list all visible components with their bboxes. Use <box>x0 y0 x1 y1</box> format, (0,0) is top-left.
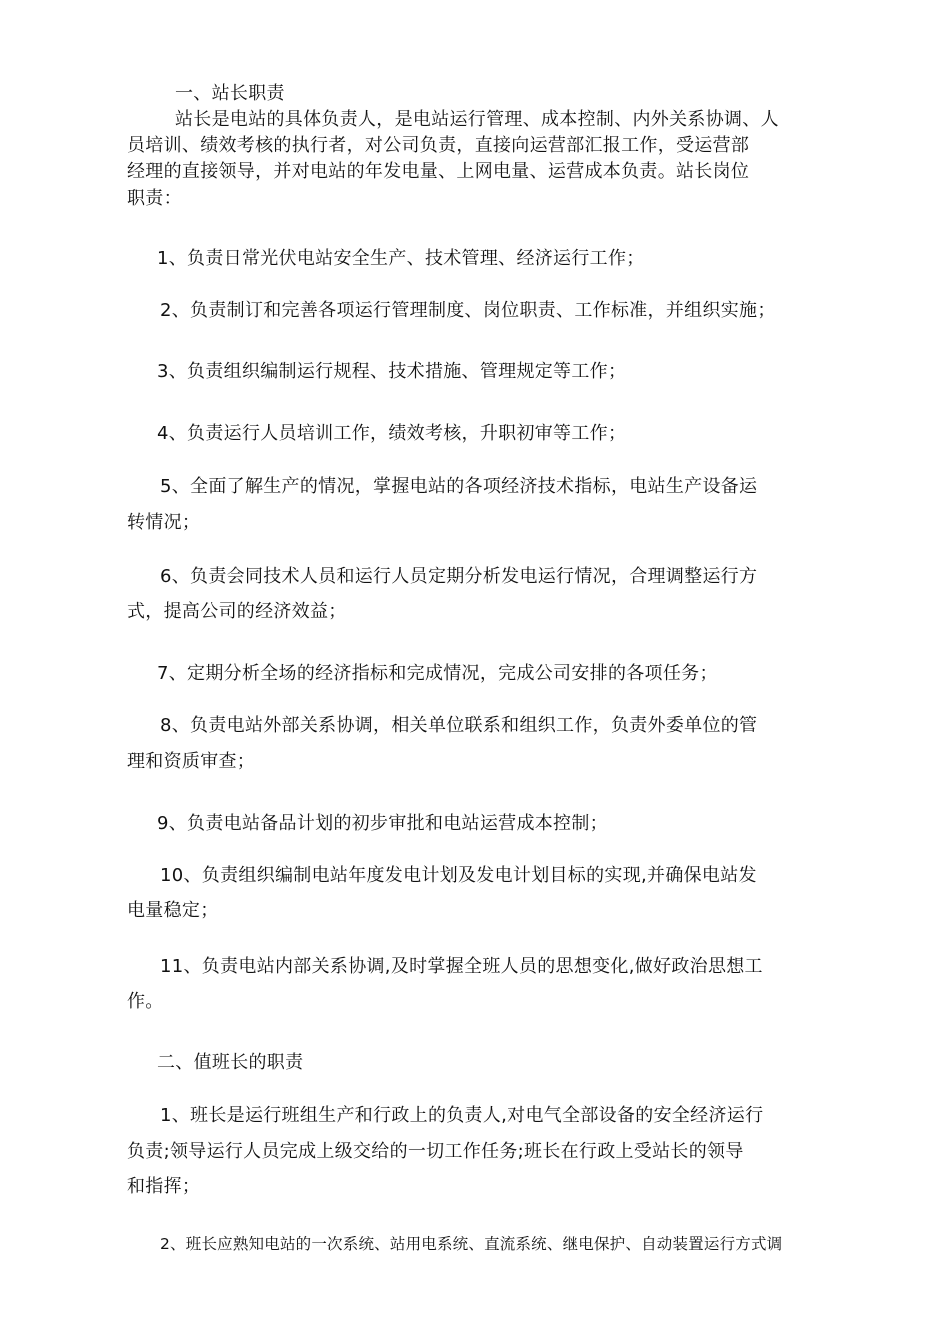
shift-duty-item-1-cont: 负责;领导运行人员完成上级交给的一切工作任务;班长在行政上受站长的领导 <box>127 1141 744 1162</box>
intro-line: 站长是电站的具体负责人，是电站运行管理、成本控制、内外关系协调、人 <box>175 109 779 130</box>
duty-item-6-cont: 式，提高公司的经济效益； <box>127 601 347 622</box>
duty-item-11: 11、负责电站内部关系协调,及时掌握全班人员的思想变化,做好政治思想工 <box>160 956 763 977</box>
duty-item-10-cont: 电量稳定； <box>127 900 219 921</box>
intro-line: 职责： <box>127 188 182 209</box>
duty-item-6: 6、负责会同技术人员和运行人员定期分析发电运行情况，合理调整运行方 <box>160 566 758 587</box>
shift-duty-item-1: 1、班长是运行班组生产和行政上的负责人,对电气全部设备的安全经济运行 <box>160 1105 764 1126</box>
duty-item-10: 10、负责组织编制电站年度发电计划及发电计划目标的实现,并确保电站发 <box>160 865 757 886</box>
intro-line: 员培训、绩效考核的执行者，对公司负责，直接向运营部汇报工作，受运营部 <box>127 135 750 156</box>
section2-heading: 二、值班长的职责 <box>157 1052 304 1073</box>
duty-item-8-cont: 理和资质审查； <box>127 751 256 772</box>
shift-duty-item-2: 2、班长应熟知电站的一次系统、站用电系统、直流系统、继电保护、自动装置运行方式调 <box>160 1235 783 1253</box>
duty-item-3: 3、负责组织编制运行规程、技术措施、管理规定等工作； <box>157 361 627 382</box>
duty-item-1: 1、负责日常光伏电站安全生产、技术管理、经济运行工作； <box>157 248 645 269</box>
intro-line: 经理的直接领导，并对电站的年发电量、上网电量、运营成本负责。站长岗位 <box>127 161 750 182</box>
duty-item-2: 2、负责制订和完善各项运行管理制度、岗位职责、工作标准，并组织实施； <box>160 300 776 321</box>
duty-item-8: 8、负责电站外部关系协调，相关单位联系和组织工作，负责外委单位的管 <box>160 715 758 736</box>
duty-item-7: 7、定期分析全场的经济指标和完成情况，完成公司安排的各项任务； <box>157 663 718 684</box>
section1-heading: 一、站长职责 <box>175 83 285 104</box>
duty-item-5-cont: 转情况； <box>127 512 201 533</box>
duty-item-5: 5、全面了解生产的情况，掌握电站的各项经济技术指标，电站生产设备运 <box>160 476 758 497</box>
duty-item-11-cont: 作。 <box>127 991 164 1012</box>
duty-item-4: 4、负责运行人员培训工作，绩效考核，升职初审等工作； <box>157 423 627 444</box>
duty-item-9: 9、负责电站备品计划的初步审批和电站运营成本控制； <box>157 813 608 834</box>
shift-duty-item-1-cont: 和指挥； <box>127 1176 201 1197</box>
